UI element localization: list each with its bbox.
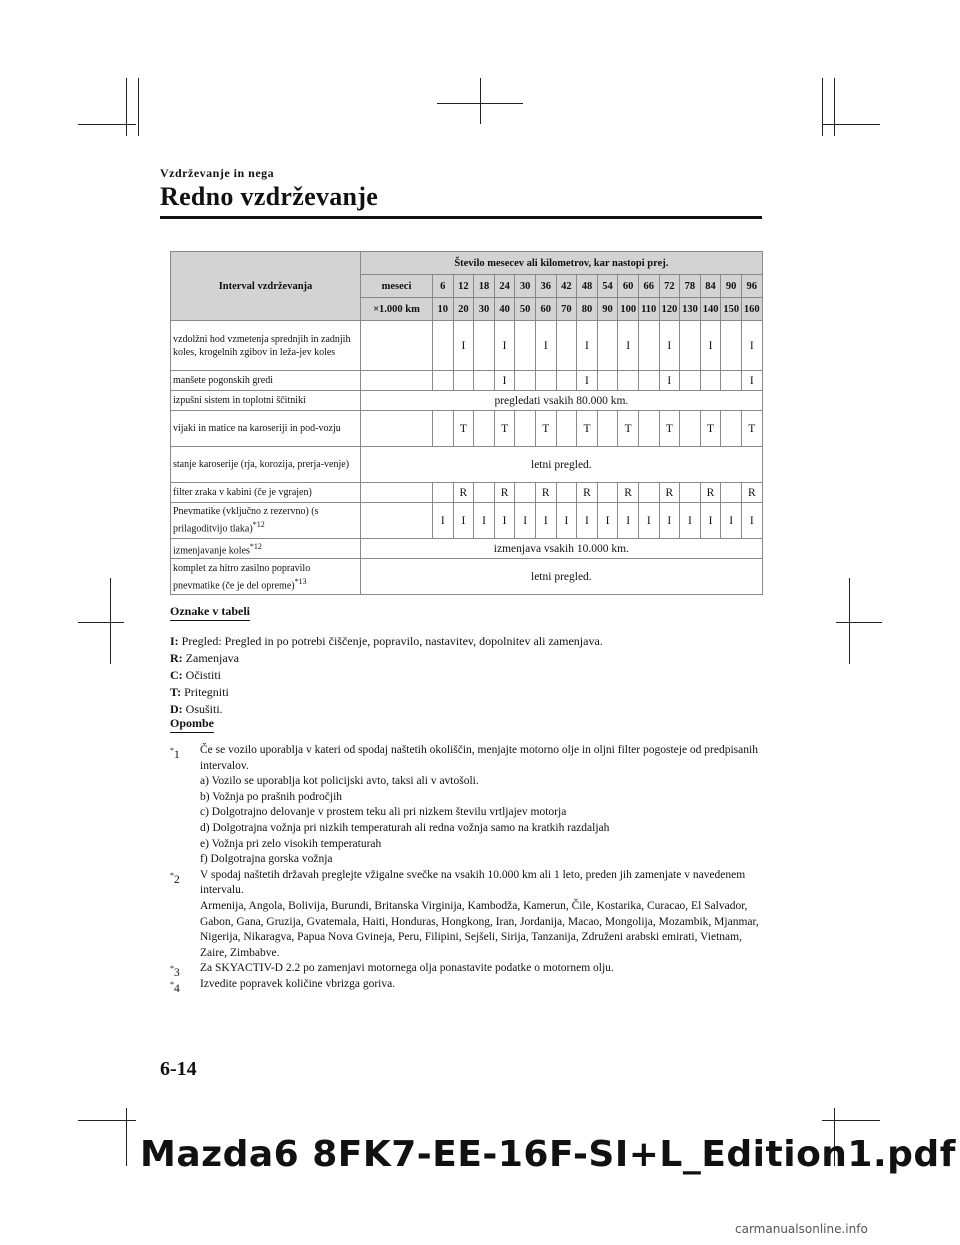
km-header: 70: [556, 298, 577, 321]
row-cell: I: [659, 503, 680, 539]
row-cell: [474, 411, 495, 447]
row-cell: [680, 321, 701, 371]
row-cell: I: [618, 503, 639, 539]
month-header: 72: [659, 275, 680, 298]
notes: [170, 743, 770, 993]
table-row: [171, 503, 763, 539]
row-cell: I: [721, 503, 742, 539]
row-cell: [597, 483, 618, 503]
page-number: 6-14: [160, 1058, 197, 1080]
row-span-text: letni pregled.: [361, 447, 763, 483]
row-cell: I: [680, 503, 701, 539]
row-blank-cell: [361, 411, 433, 447]
row-cell: [515, 411, 536, 447]
row-blank-cell: [361, 371, 433, 391]
row-cell: I: [700, 321, 721, 371]
row-cell: [680, 483, 701, 503]
row-cell: I: [741, 503, 762, 539]
row-cell: I: [577, 321, 598, 371]
km-header: 60: [535, 298, 556, 321]
row-cell: I: [515, 503, 536, 539]
watermark: carmanualsonline.info: [735, 1222, 868, 1236]
legend-item: C: Očistiti: [170, 668, 222, 682]
row-cell: T: [453, 411, 474, 447]
row-cell: T: [700, 411, 721, 447]
row-cell: [638, 371, 659, 391]
row-cell: I: [577, 371, 598, 391]
km-header: 50: [515, 298, 536, 321]
row-cell: [433, 483, 454, 503]
row-cell: [556, 411, 577, 447]
row-cell: T: [494, 411, 515, 447]
row-cell: I: [474, 503, 495, 539]
row-cell: I: [494, 371, 515, 391]
row-cell: [556, 483, 577, 503]
km-header: 30: [474, 298, 495, 321]
footer-filename: Mazda6 8FK7-EE-16F-SI+L_Edition1.pdf: [140, 1134, 956, 1175]
row-label: izmenjavanje koles$^{*12}$: [171, 539, 361, 559]
row-cell: I: [494, 321, 515, 371]
km-header: 110: [638, 298, 659, 321]
row-cell: [638, 321, 659, 371]
row-blank-cell: [361, 321, 433, 371]
row-cell: R: [494, 483, 515, 503]
km-header: 150: [721, 298, 742, 321]
row-cell: [721, 483, 742, 503]
km-header: 40: [494, 298, 515, 321]
row-cell: I: [453, 321, 474, 371]
row-cell: [474, 483, 495, 503]
month-header: 84: [700, 275, 721, 298]
row-cell: [556, 321, 577, 371]
row-cell: [597, 371, 618, 391]
legend: [170, 633, 603, 718]
km-header: 10: [433, 298, 454, 321]
month-header: 48: [577, 275, 598, 298]
km-header: 90: [597, 298, 618, 321]
row-cell: R: [535, 483, 556, 503]
row-cell: I: [659, 371, 680, 391]
row-span-text: pregledati vsakih 80.000 km.: [361, 391, 763, 411]
row-label: filter zraka v kabini (če je vgrajen): [171, 483, 361, 503]
month-header: 30: [515, 275, 536, 298]
km-header: 120: [659, 298, 680, 321]
row-label: komplet za hitro zasilno popravilo pnevmatike (če je del opreme)$^{*13}$: [171, 559, 361, 595]
month-header: 36: [535, 275, 556, 298]
row-cell: [433, 371, 454, 391]
span-header: Število mesecev ali kilometrov, kar nastopi prej.: [361, 252, 763, 275]
section-label: Vzdrževanje in nega: [160, 166, 275, 180]
row-cell: I: [494, 503, 515, 539]
row-cell: [474, 321, 495, 371]
maintenance-table: [170, 251, 763, 595]
legend-heading: Oznake v tabeli: [170, 604, 250, 621]
row-cell: R: [618, 483, 639, 503]
row-cell: [433, 321, 454, 371]
row-cell: [556, 371, 577, 391]
month-header: 90: [721, 275, 742, 298]
row-cell: [515, 371, 536, 391]
row-cell: R: [700, 483, 721, 503]
month-header: 24: [494, 275, 515, 298]
row-cell: [721, 321, 742, 371]
row-cell: R: [577, 483, 598, 503]
note-2: *2 V spodaj naštetih državah preglejte vžigalne svečke na vsakih 10.000 km ali 1 leto, preden jih zamenjate v navedenem intervalu. Armenija, Angola, Bolivija, Burundi, Britanska Virginija, Kambodža, Kamerun, Čile, Kostarika, Curacao, El Salvador, Gabon, Gana, Gruzija, Gvatemala, Haiti, Honduras, Hongkong, Iran, Jordanija, Macao, Mongolija, Mozambik, Mjanmar, Nigerija, Nikaragva, Papua Nova Gvineja, Peru, Filipini, Sejšeli, Sirija, Tanzanija, Združeni arabski emirati, Vietnam, Zaire, Zimbabve.: [170, 868, 759, 959]
row-cell: [453, 371, 474, 391]
row-cell: [638, 483, 659, 503]
row-cell: [680, 411, 701, 447]
row-cell: T: [659, 411, 680, 447]
row-cell: [597, 321, 618, 371]
km-header: 20: [453, 298, 474, 321]
km-header: 140: [700, 298, 721, 321]
row-cell: [515, 321, 536, 371]
row-cell: [474, 371, 495, 391]
km-header: 160: [741, 298, 762, 321]
month-header: 66: [638, 275, 659, 298]
page-title: Redno vzdrževanje: [160, 182, 379, 211]
note-4: *4 Izvedite popravek količine vbrizga goriva.: [170, 977, 396, 995]
row-cell: T: [618, 411, 639, 447]
row-label: izpušni sistem in toplotni ščitniki: [171, 391, 361, 411]
row-label: Pnevmatike (vključno z rezervno) (s prilagoditvijo tlaka)$^{*12}$: [171, 503, 361, 539]
row-cell: I: [453, 503, 474, 539]
row-cell: I: [741, 321, 762, 371]
km-header: 80: [577, 298, 598, 321]
row-span-text: izmenjava vsakih 10.000 km.: [361, 539, 763, 559]
row-cell: T: [535, 411, 556, 447]
table-row: [171, 447, 763, 483]
months-label: meseci: [361, 275, 433, 298]
table-row: [171, 483, 763, 503]
row-cell: [433, 411, 454, 447]
row-label: vzdolžni hod vzmetenja sprednjih in zadnjih koles, krogelnih zgibov in leža-jev koles: [171, 321, 361, 371]
row-label: manšete pogonskih gredi: [171, 371, 361, 391]
row-cell: I: [556, 503, 577, 539]
row-cell: [618, 371, 639, 391]
row-cell: [515, 483, 536, 503]
month-header: 18: [474, 275, 495, 298]
table-row: [171, 371, 763, 391]
row-blank-cell: [361, 503, 433, 539]
month-header: 42: [556, 275, 577, 298]
row-label: stanje karoserije (rja, korozija, prerja-venje): [171, 447, 361, 483]
note-3: *3 Za SKYACTIV-D 2.2 po zamenjavi motornega olja ponastavite podatke o motornem olju.: [170, 962, 614, 980]
row-cell: [721, 371, 742, 391]
row-label: vijaki in matice na karoseriji in pod-vozju: [171, 411, 361, 447]
row-cell: I: [741, 371, 762, 391]
km-header: 100: [618, 298, 639, 321]
month-header: 78: [680, 275, 701, 298]
row-span-text: letni pregled.: [361, 559, 763, 595]
notes-heading: Opombe: [170, 716, 214, 733]
km-header: 130: [680, 298, 701, 321]
row-cell: R: [741, 483, 762, 503]
legend-item: D: Osušiti.: [170, 702, 223, 716]
row-cell: I: [638, 503, 659, 539]
month-header: 96: [741, 275, 762, 298]
row-cell: [638, 411, 659, 447]
row-cell: I: [597, 503, 618, 539]
table-row: [171, 559, 763, 595]
legend-item: T: Pritegniti: [170, 685, 229, 699]
row-cell: T: [741, 411, 762, 447]
table-row: [171, 391, 763, 411]
row-cell: I: [700, 503, 721, 539]
header-rule: [160, 216, 762, 219]
row-cell: T: [577, 411, 598, 447]
row-cell: [535, 371, 556, 391]
month-header: 6: [433, 275, 454, 298]
row-cell: I: [659, 321, 680, 371]
row-cell: I: [618, 321, 639, 371]
table-row: [171, 411, 763, 447]
month-header: 60: [618, 275, 639, 298]
row-cell: [680, 371, 701, 391]
row-cell: I: [535, 503, 556, 539]
legend-item: R: Zamenjava: [170, 651, 239, 665]
month-header: 54: [597, 275, 618, 298]
km-label: ×1.000 km: [361, 298, 433, 321]
row-cell: [721, 411, 742, 447]
row-cell: I: [535, 321, 556, 371]
row-cell: R: [659, 483, 680, 503]
month-header: 12: [453, 275, 474, 298]
table-row: [171, 321, 763, 371]
row-cell: [597, 411, 618, 447]
row-cell: I: [577, 503, 598, 539]
table-row: [171, 539, 763, 559]
note-1: *1 Če se vozilo uporablja v kateri od spodaj naštetih okoliščin, menjajte motorno olje in oljni filter pogosteje od predpisanih intervalov. a) Vozilo se uporablja kot policijski avto, taksi ali v avtošoli. b) Vožnja po prašnih področjih c) Dolgotrajno delovanje v prostem teku ali pri nizkem številu vrtljajev motorja d) Dolgotrajna vožnja pri nizkih temperaturah ali redna vožnja samo na kratkih razdaljah e) Vožnja pri zelo visokih temperaturah f) Dolgotrajna gorska vožnja: [170, 744, 758, 866]
interval-label: Interval vzdrževanja: [171, 252, 361, 321]
row-blank-cell: [361, 483, 433, 503]
row-cell: R: [453, 483, 474, 503]
legend-item: I: Pregled: Pregled in po potrebi čiščenje, popravilo, nastavitev, dopolnitev ali zamenjava.: [170, 634, 603, 648]
row-cell: [700, 371, 721, 391]
row-cell: I: [433, 503, 454, 539]
